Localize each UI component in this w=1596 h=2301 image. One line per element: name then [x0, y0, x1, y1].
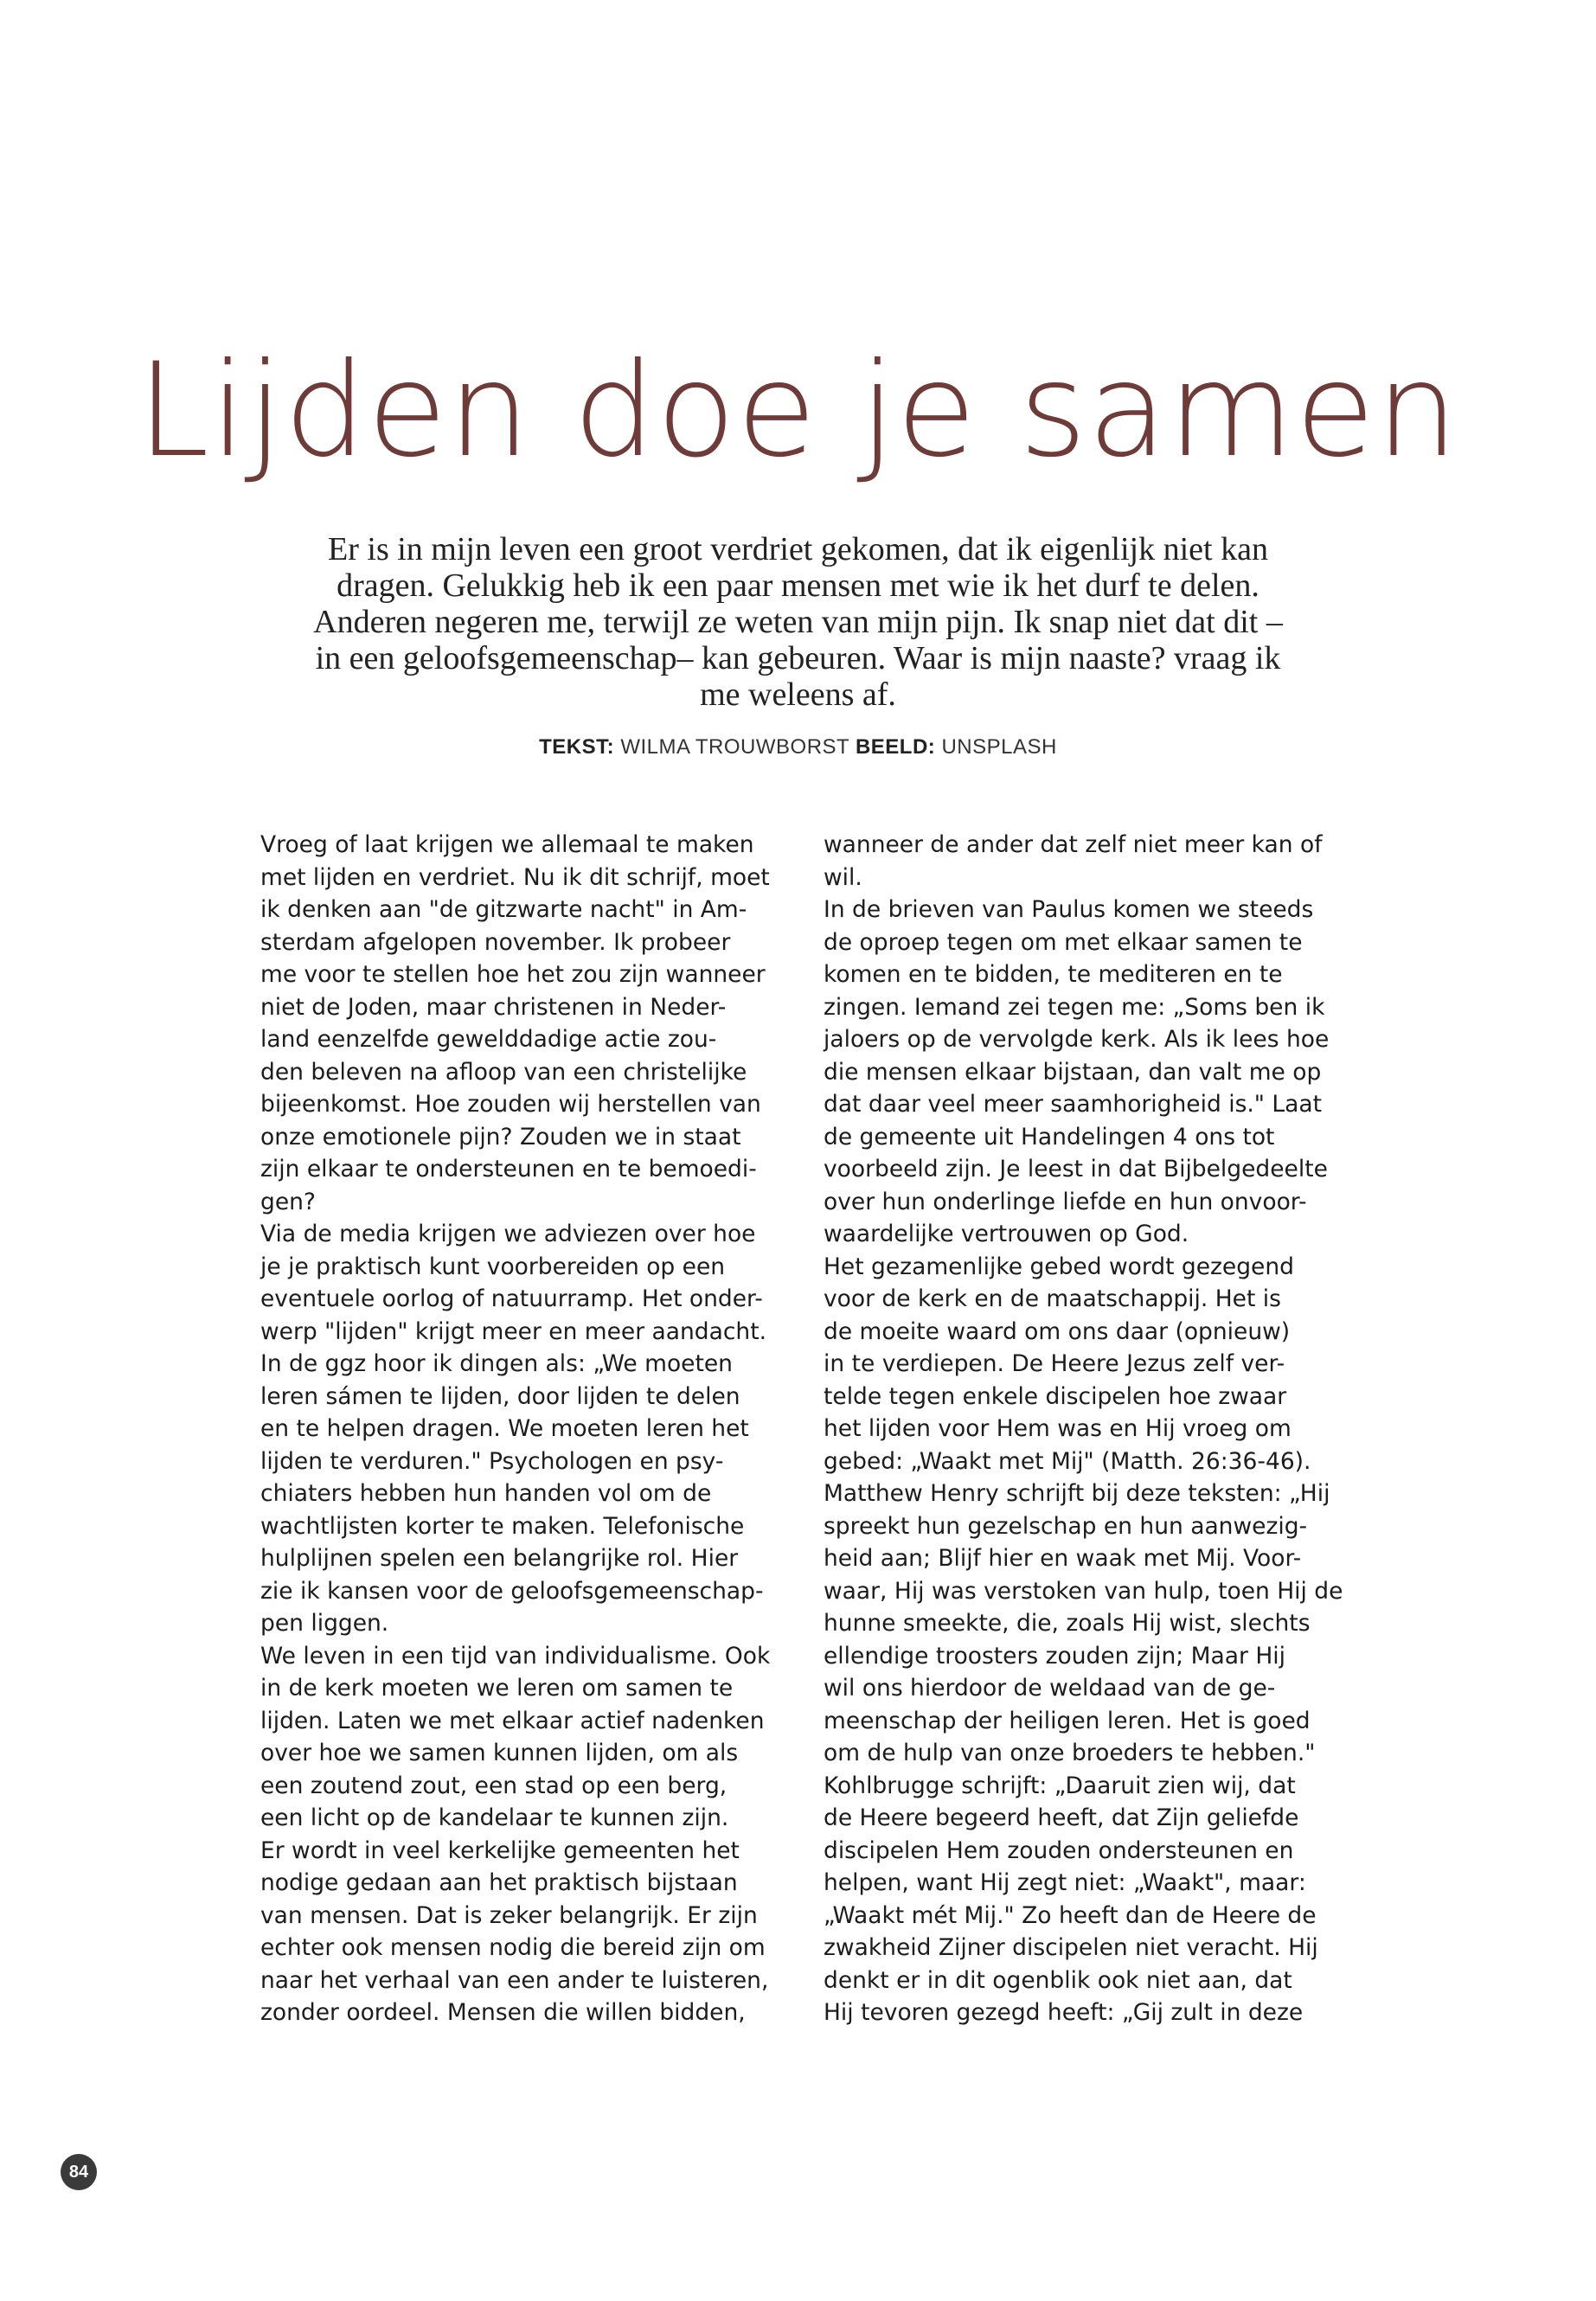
text-line: „Waakt mét Mij." Zo heeft dan de Heere de [824, 1901, 1317, 1929]
text-line: leren sámen te lijden, door lijden te delen [260, 1382, 740, 1410]
text-line: je je praktisch kunt voorbereiden op een [260, 1253, 726, 1280]
text-line: zie ik kansen voor de geloofsgemeenschap- [260, 1577, 764, 1605]
text-line: werp "lijden" krijgt meer en meer aandacht. [260, 1317, 767, 1345]
text-line: denkt er in dit ogenblik ook niet aan, dat [824, 1966, 1292, 1994]
text-line: een zoutend zout, een stad op een berg, [260, 1772, 727, 1799]
text-line: me voor te stellen hoe het zou zijn wanneer [260, 961, 766, 988]
text-line: wanneer de ander dat zelf niet meer kan of [824, 831, 1323, 858]
text-line: sterdam afgelopen november. Ik probeer [260, 928, 731, 956]
text-line: zonder oordeel. Mensen die willen bidden, [260, 1999, 746, 2026]
text-line: wil ons hierdoor de weldaad van de ge- [824, 1675, 1276, 1702]
text-line: wil. [824, 863, 862, 891]
text-line: niet de Joden, maar christenen in Neder- [260, 993, 727, 1021]
text-line: in te verdiepen. De Heere Jezus zelf ver- [824, 1350, 1285, 1377]
text-line: lijden. Laten we met elkaar actief nadenken [260, 1707, 765, 1734]
text-line: lijden te verduren." Psychologen en psy- [260, 1447, 724, 1475]
image-credit-source: UNSPLASH [941, 735, 1057, 759]
text-line: Er wordt in veel kerkelijke gemeenten het [260, 1836, 740, 1864]
text-line: pen liggen. [260, 1610, 389, 1637]
text-line: bijeenkomst. Hoe zouden wij herstellen van [260, 1091, 761, 1118]
body-column-left [260, 829, 785, 2029]
text-line: voor de kerk en de maatschappij. Het is [824, 1285, 1281, 1312]
image-credit-label: BEELD: [855, 735, 936, 759]
text-line: In de brieven van Paulus komen we steeds [824, 896, 1314, 923]
text-line: helpen, want Hij zegt niet: „Waakt", maar: [824, 1869, 1306, 1896]
text-line: komen en te bidden, te mediteren en te [824, 961, 1283, 988]
text-credit-author: WILMA TROUWBORST [620, 735, 849, 759]
text-line: over hun onderlinge liefde en hun onvoor- [824, 1188, 1307, 1215]
text-line: gebed: „Waakt met Mij" (Matth. 26:36-46). [824, 1447, 1311, 1475]
text-line: over hoe we samen kunnen lijden, om als [260, 1740, 739, 1766]
text-line: echter ook mensen nodig die bereid zijn om [260, 1934, 766, 1961]
text-line: naar het verhaal van een ander te luisteren, [260, 1966, 769, 1994]
text-line: nodige gedaan aan het praktisch bijstaan [260, 1869, 738, 1896]
article-credits [0, 735, 1596, 760]
text-line: zijn elkaar te ondersteunen en te bemoedi- [260, 1156, 757, 1183]
text-line: hunne smeekte, die, zoals Hij wist, slechts [824, 1610, 1311, 1637]
text-line: onze emotionele pijn? Zouden we in staat [260, 1123, 741, 1150]
text-line: Via de media krijgen we adviezen over hoe [260, 1221, 756, 1247]
text-line: Matthew Henry schrijft bij deze teksten: „Hij [824, 1480, 1330, 1507]
text-line: ellendige troosters zouden zijn; Maar Hij [824, 1642, 1285, 1670]
text-line: van mensen. Dat is zeker belangrijk. Er zijn [260, 1901, 758, 1929]
text-line: gen? [260, 1188, 316, 1215]
article-intro: Er is in mijn leven een groot verdriet gekomen, dat ik eigenlijk niet kan dragen. Gelukkig heb ik een paar mensen met wie ik het durf te delen. Anderen negeren me, terwijl ze weten van mijn pijn. Ik snap niet dat dit –in een geloofsgemeenschap– kan gebeuren. Waar is mijn naaste? vraag ik me weleens af. [313, 531, 1283, 713]
text-line: wachtlijsten korter te maken. Telefonische [260, 1512, 745, 1540]
text-line: en te helpen dragen. We moeten leren het [260, 1415, 749, 1442]
text-line: eventuele oorlog of natuurramp. Het onder- [260, 1285, 763, 1312]
text-line: de moeite waard om ons daar (opnieuw) [824, 1317, 1291, 1345]
text-line: land eenzelfde gewelddadige actie zou- [260, 1026, 717, 1053]
text-line: in de kerk moeten we leren om samen te [260, 1675, 734, 1702]
text-line: het lijden voor Hem was en Hij vroeg om [824, 1415, 1292, 1442]
text-credit-label: TEKST: [539, 735, 615, 759]
body-column-right [824, 829, 1353, 2029]
text-line: een licht op de kandelaar te kunnen zijn. [260, 1804, 729, 1831]
text-line: met lijden en verdriet. Nu ik dit schrijf, moet [260, 863, 770, 891]
text-line: zingen. Iemand zei tegen me: „Soms ben ik [824, 993, 1325, 1021]
text-line: Kohlbrugge schrijft: „Daaruit zien wij, dat [824, 1772, 1296, 1799]
text-line: We leven in een tijd van individualisme. Ook [260, 1642, 771, 1670]
text-line: telde tegen enkele discipelen hoe zwaar [824, 1382, 1287, 1410]
text-line: waardelijke vertrouwen op God. [824, 1221, 1189, 1247]
text-line: hulplijnen spelen een belangrijke rol. Hier [260, 1545, 739, 1572]
text-line: voorbeeld zijn. Je leest in dat Bijbelgedeelte [824, 1156, 1328, 1183]
text-line: discipelen Hem zouden ondersteunen en [824, 1836, 1294, 1864]
text-line: die mensen elkaar bijstaan, dan valt me op [824, 1058, 1322, 1086]
text-line: Vroeg of laat krijgen we allemaal te maken [260, 831, 754, 858]
text-line: de Heere begeerd heeft, dat Zijn geliefde [824, 1804, 1299, 1831]
text-line: de gemeente uit Handelingen 4 ons tot [824, 1123, 1275, 1150]
text-line: spreekt hun gezelschap en hun aanwezig- [824, 1512, 1308, 1540]
text-line: meenschap der heiligen leren. Het is goed [824, 1707, 1311, 1734]
text-line: zwakheid Zijner discipelen niet veracht. Hij [824, 1934, 1318, 1961]
text-line: chiaters hebben hun handen vol om de [260, 1480, 712, 1507]
page-number-badge: 84 [61, 2154, 97, 2190]
text-line: dat daar veel meer saamhorigheid is." Laat [824, 1091, 1323, 1118]
text-line: jaloers op de vervolgde kerk. Als ik lees hoe [824, 1026, 1330, 1053]
text-line: waar, Hij was verstoken van hulp, toen Hij de [824, 1577, 1343, 1605]
text-line: Het gezamenlijke gebed wordt gezegend [824, 1253, 1294, 1280]
text-line: om de hulp van onze broeders te hebben." [824, 1740, 1316, 1766]
text-line: den beleven na afloop van een christelijke [260, 1058, 747, 1086]
text-line: In de ggz hoor ik dingen als: „We moeten [260, 1350, 733, 1377]
text-line: ik denken aan "de gitzwarte nacht" in Am- [260, 896, 747, 923]
text-line: heid aan; Blijf hier en waak met Mij. Voor- [824, 1545, 1302, 1572]
article-title: Lijden doe je samen [137, 336, 1459, 486]
text-line: Hij tevoren gezegd heeft: „Gij zult in deze [824, 1999, 1304, 2026]
text-line: de oproep tegen om met elkaar samen te [824, 928, 1303, 956]
